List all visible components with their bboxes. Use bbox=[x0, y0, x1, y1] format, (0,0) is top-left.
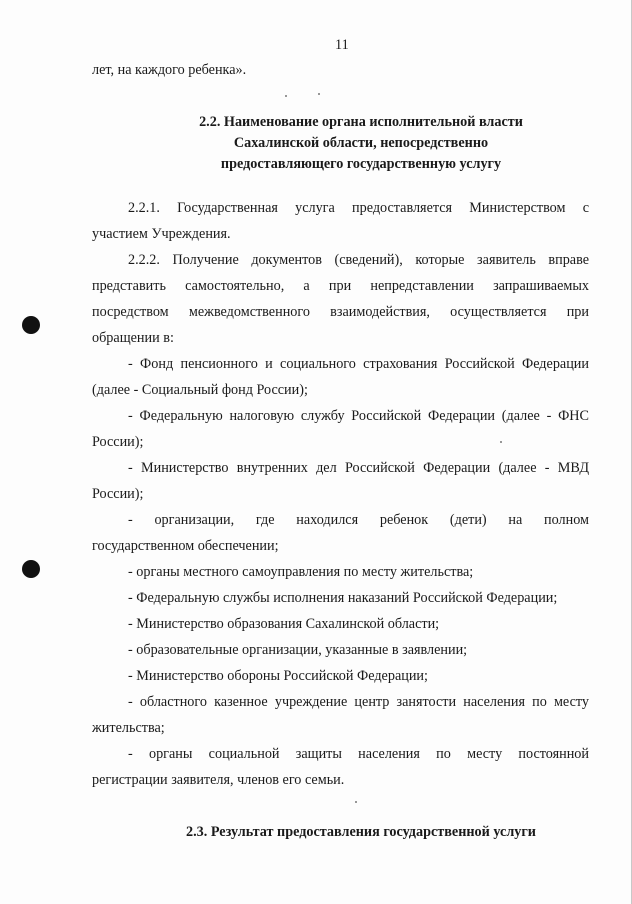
list-item: - областного казенное учреждение центр занятости населения по месту bbox=[128, 694, 589, 710]
list-item: - Министерство обороны Российской Федерации; bbox=[128, 668, 428, 684]
scan-speck bbox=[500, 441, 502, 443]
list-item: России); bbox=[92, 434, 144, 450]
list-item: - Министерство образования Сахалинской области; bbox=[128, 616, 440, 632]
paragraph-line: обращении в: bbox=[92, 330, 174, 346]
paragraph-line: 2.2.1. Государственная услуга предоставляется Министерством с bbox=[128, 200, 589, 216]
section-heading: 2.3. Результат предоставления государственной услуги bbox=[185, 824, 536, 840]
list-item: - Фонд пенсионного и социального страхования Российской Федерации bbox=[128, 356, 589, 372]
paragraph-line: представить самостоятельно, а при непредставлении запрашиваемых bbox=[92, 278, 589, 294]
list-item: - организации, где находился ребенок (дети) на полном bbox=[128, 512, 589, 528]
list-item: регистрации заявителя, членов его семьи. bbox=[92, 772, 345, 788]
list-item: - Министерство внутренних дел Российской Федерации (далее - МВД bbox=[128, 460, 589, 476]
scan-speck bbox=[355, 801, 357, 803]
paragraph-line: посредством межведомственного взаимодействия, осуществляется при bbox=[92, 304, 589, 320]
scan-speck bbox=[285, 95, 287, 97]
section-heading: предоставляющего государственную услугу bbox=[220, 156, 502, 172]
list-item: - образовательные организации, указанные в заявлении; bbox=[128, 642, 468, 658]
list-item: - Федеральную налоговую службу Российской Федерации (далее - ФНС bbox=[128, 408, 589, 424]
list-item: государственном обеспечении; bbox=[92, 538, 279, 554]
list-item: - Федеральную службы исполнения наказаний Российской Федерации; bbox=[128, 590, 558, 606]
section-heading: Сахалинской области, непосредственно bbox=[233, 135, 489, 151]
list-item: - органы местного самоуправления по месту жительства; bbox=[128, 564, 474, 580]
page-number: 11 bbox=[335, 37, 349, 53]
paragraph-line: 2.2.2. Получение документов (сведений), которые заявитель вправе bbox=[128, 252, 589, 268]
list-item: - органы социальной защиты населения по месту постоянной bbox=[128, 746, 589, 762]
list-item: России); bbox=[92, 486, 144, 502]
paragraph-line: лет, на каждого ребенка». bbox=[92, 62, 247, 78]
section-heading: 2.2. Наименование органа исполнительной власти bbox=[199, 114, 523, 130]
punch-hole-top bbox=[22, 316, 40, 334]
list-item: жительства; bbox=[92, 720, 165, 736]
scan-speck bbox=[318, 93, 320, 95]
punch-hole-bottom bbox=[22, 560, 40, 578]
paragraph-line: участием Учреждения. bbox=[92, 226, 231, 242]
list-item: (далее - Социальный фонд России); bbox=[92, 382, 308, 398]
